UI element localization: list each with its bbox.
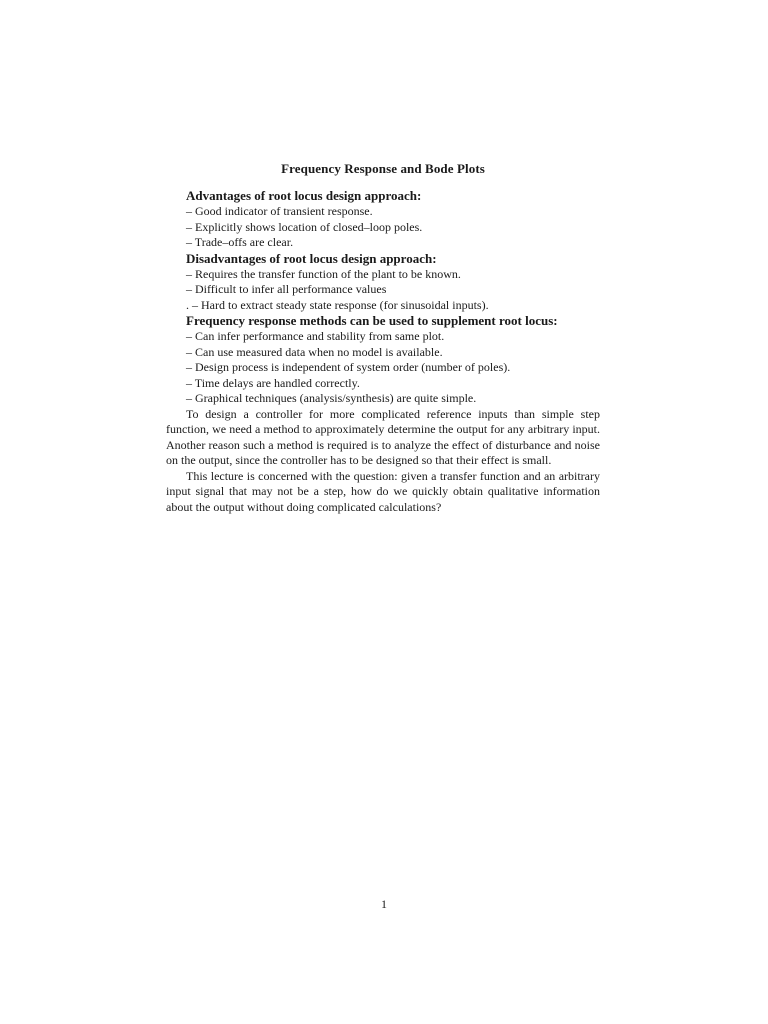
- list-item: . – Hard to extract steady state response (for sinusoidal inputs).: [186, 297, 489, 312]
- list-item: – Can infer performance and stability from same plot.: [186, 329, 445, 343]
- body-paragraph: This lecture is concerned with the question: given a transfer function and an arbitrary input signal that may not be a step, how do we quickly obtain qualitative information about the output without doing complicated calculations?: [166, 468, 600, 514]
- list-item: – Requires the transfer function of the plant to be known.: [186, 266, 461, 281]
- list-item: – Can use measured data when no model is available.: [186, 344, 443, 359]
- frequency-methods-section: [166, 313, 600, 407]
- document-page: [166, 160, 600, 515]
- list-item: – Trade–offs are clear.: [186, 235, 294, 249]
- list-item: – Difficult to infer all performance values: [186, 282, 387, 296]
- list-item: – Graphical techniques (analysis/synthesis) are quite simple.: [186, 391, 477, 405]
- list-item: – Time delays are handled correctly.: [186, 375, 360, 390]
- body-paragraph: To design a controller for more complicated reference inputs than simple step function, we need a method to approximately determine the output for any arbitrary input. Another reason such a method is required is to analyze the effect of disturbance and noise on the output, since the controller has to be designed so that their effect is small.: [166, 406, 600, 467]
- advantages-section: [166, 188, 600, 251]
- disadvantages-heading: Disadvantages of root locus design approach:: [186, 250, 437, 266]
- page-title: Frequency Response and Bode Plots: [281, 161, 485, 176]
- frequency-methods-heading: Frequency response methods can be used to supplement root locus:: [186, 313, 558, 328]
- advantages-heading: Advantages of root locus design approach:: [186, 188, 422, 203]
- page-number: 1: [381, 897, 387, 911]
- disadvantages-section: [166, 251, 600, 314]
- list-item: – Design process is independent of system order (number of poles).: [186, 360, 511, 374]
- list-item: – Good indicator of transient response.: [186, 204, 373, 218]
- list-item: – Explicitly shows location of closed–loop poles.: [186, 219, 423, 234]
